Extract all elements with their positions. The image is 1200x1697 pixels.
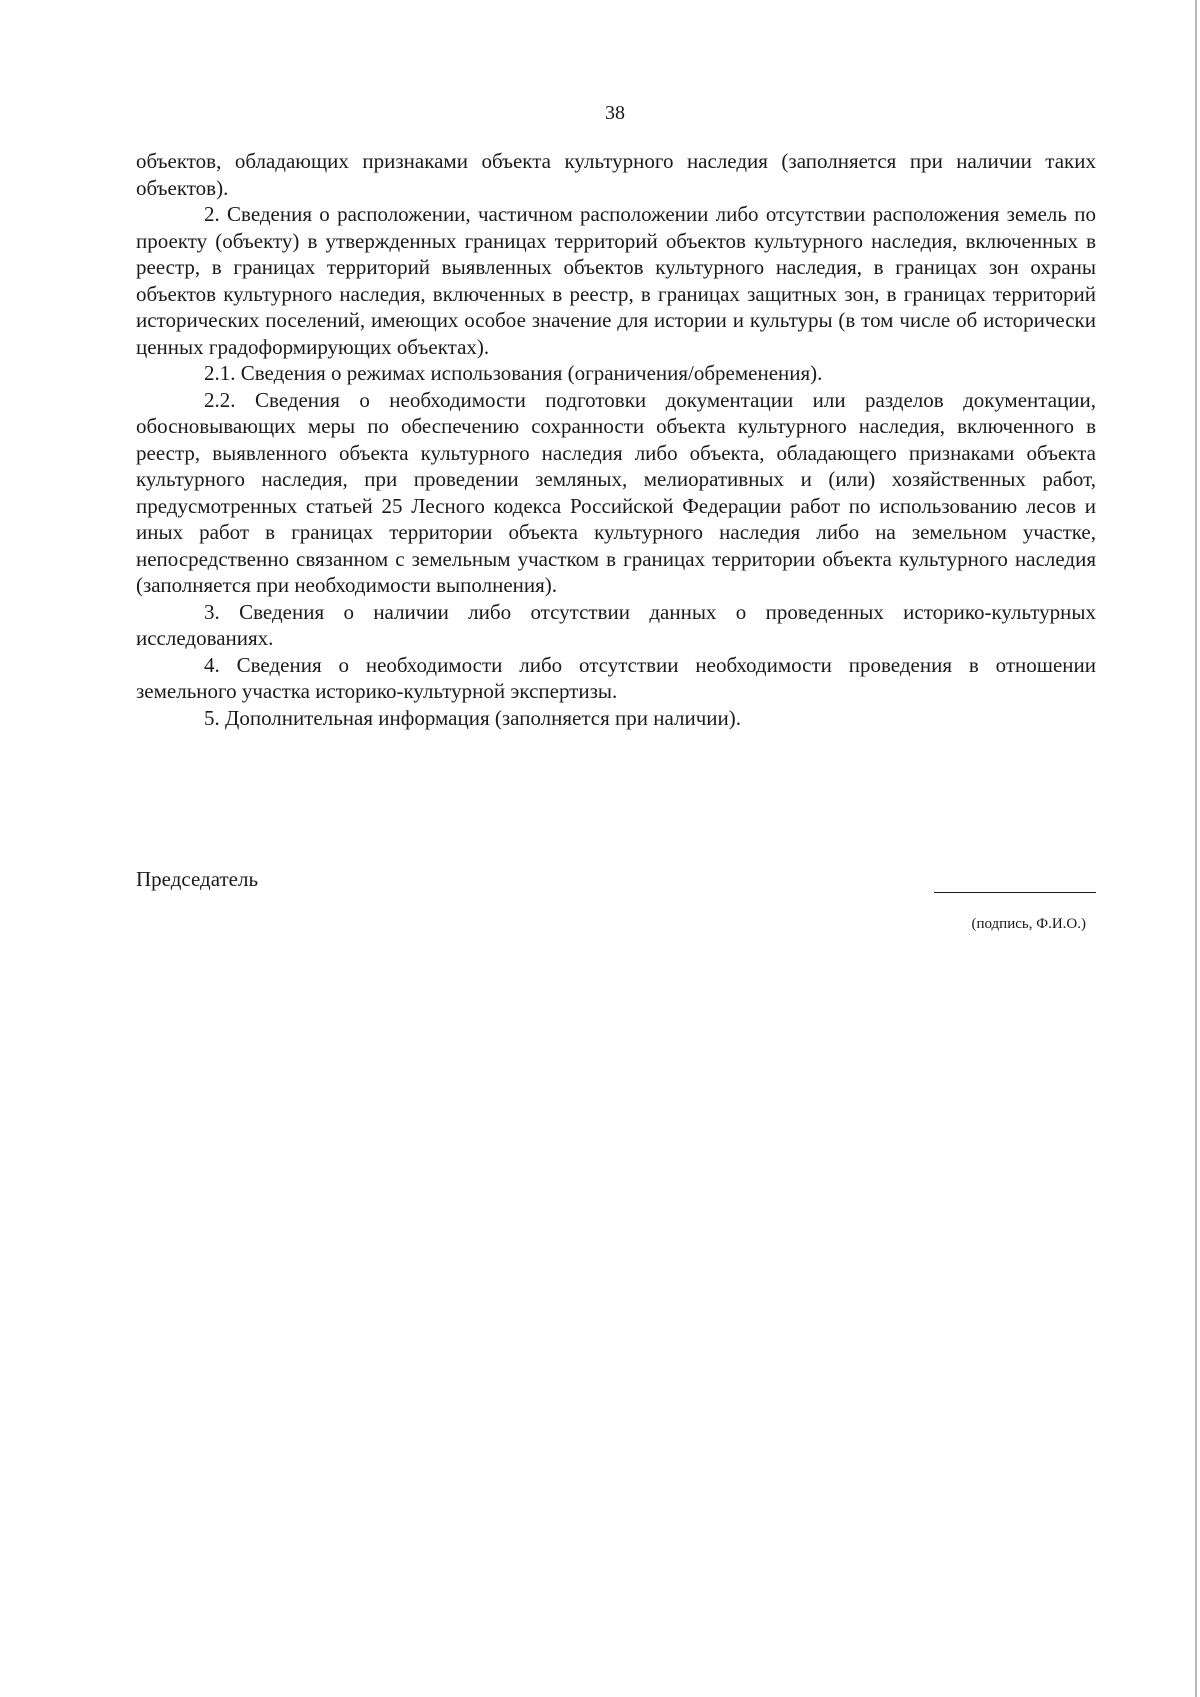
- paragraph-item-5: 5. Дополнительная информация (заполняется при наличии).: [204, 705, 742, 730]
- document-body: [136, 148, 1096, 731]
- paragraph-item-3: 3. Сведения о наличии либо отсутствии данных о проведенных историко-культурных исследованиях.: [136, 599, 1096, 650]
- paragraph-item-2-1: 2.1. Сведения о режимах использования (ограничения/обременения).: [204, 361, 823, 385]
- signature-role: Председатель: [136, 867, 259, 891]
- paragraph-item-4: 4. Сведения о необходимости либо отсутствии необходимости проведения в отношении земельного участка историко-культурной экспертизы.: [136, 652, 1096, 703]
- paragraph-item-2: 2. Сведения о расположении, частичном расположении либо отсутствии расположения земель по проекту (объекту) в утвержденных границах территорий объектов культурного наследия, включенных в реестр, в границах территорий выявленных объектов культурного наследия, в границах зон охраны объектов культурного наследия, включенных в реестр, в границах защитных зон, в границах территорий исторических поселений, имеющих особое значение для истории и культуры (в том числе об исторически ценных градоформирующих объектах).: [136, 202, 1096, 359]
- signature-caption: (подпись, Ф.И.О.): [971, 916, 1086, 932]
- paragraph-continuation: объектов, обладающих признаками объекта культурного наследия (заполняется при наличии таких объектов).: [136, 149, 1096, 200]
- scan-edge-line: [1195, 0, 1197, 1697]
- signature-line: [934, 892, 1096, 893]
- signature-block: [136, 866, 1096, 946]
- paragraph-item-2-2: 2.2. Сведения о необходимости подготовки документации или разделов документации, обосновывающих меры по обеспечению сохранности объекта культурного наследия, включенного в реестр, выявленного объекта культурного наследия либо объекта, обладающего признаками объекта культурного наследия, при проведении земляных, мелиоративных и (или) хозяйственных работ, предусмотренных статьей 25 Лесного кодекса Российской Федерации работ по использованию лесов и иных работ в границах территории объекта культурного наследия либо на земельном участке, непосредственно связанном с земельным участком в границах территории объекта культурного наследия (заполняется при необходимости выполнения).: [136, 387, 1096, 597]
- page-number: 38: [605, 102, 625, 124]
